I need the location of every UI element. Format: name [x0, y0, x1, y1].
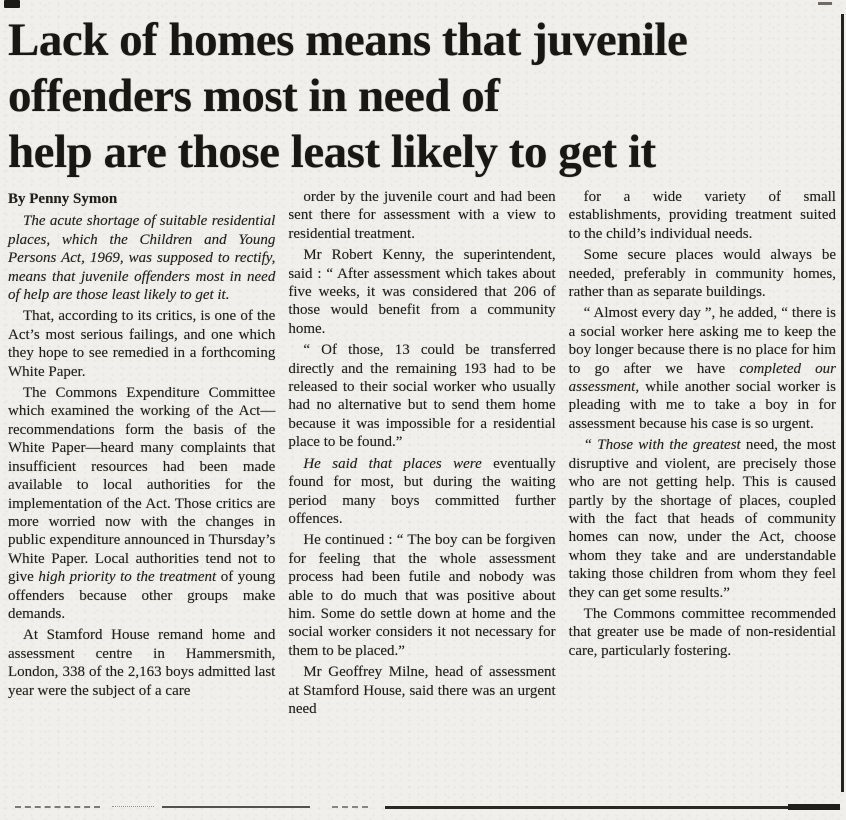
right-column-rule: [841, 14, 844, 792]
paragraph: “ Of those, 13 could be transferred directly and the remaining 193 had to be released to their social worker who usually had no alternative but to send them home because it was impossible for a residential place to be found.”: [288, 342, 556, 451]
byline: By Penny Symon: [8, 191, 118, 207]
bottom-rule-segment: [112, 806, 154, 807]
article-column-1: [8, 188, 275, 786]
paragraph: Mr Robert Kenny, the superintendent, said : “ After assessment which takes about five weeks, it was considered that 206 of those would benefit from a community home.: [288, 247, 556, 337]
headline: [8, 12, 840, 180]
headline-line-2: offenders most in need of: [8, 70, 500, 122]
bottom-rule-segment: [332, 806, 368, 808]
scan-artifact-top-left: [4, 0, 20, 8]
paragraph: “ Those with the greatest need, the most disruptive and violent, are precisely those who are not getting help. This is caused partly by the shortage of places, coupled with the fact that heads of community homes can now, under the Act, choose whom they take and are understandable taking those children from whom they feel they can get some results.”: [568, 437, 836, 601]
paragraph: He said that places were eventually found for most, but during the waiting period many boys committed further offences.: [288, 455, 556, 527]
bottom-rule-segment: [162, 806, 310, 808]
paragraph: order by the juvenile court and had been sent there for assessment with a view to residential treatment.: [288, 189, 556, 242]
article-column-2: [288, 188, 555, 786]
bottom-rule-segment: [385, 806, 840, 809]
bottom-rule-segment: [788, 804, 840, 810]
scan-artifact-top-right: [818, 2, 832, 5]
headline-line-3: help are those least likely to get it: [8, 126, 656, 178]
paragraph: The acute shortage of suitable residential places, which the Children and Young Persons Act, 1969, was supposed to rectify, means that juvenile offenders most in need of help are those least likely to get it.: [8, 213, 276, 304]
paragraph: At Stamford House remand home and assessment centre in Hammersmith, London, 338 of the 2,163 boys admitted last year were the subject of a care: [8, 627, 276, 699]
bottom-rule: [0, 803, 846, 815]
paragraph: Some secure places would always be needed, preferably in community homes, rather than as separate buildings.: [568, 247, 836, 301]
bottom-rule-segment: [15, 806, 100, 808]
article-body: [0, 188, 846, 786]
paragraph: for a wide variety of small establishments, providing treatment suited to the child’s individual needs.: [568, 189, 836, 242]
article-column-3: [569, 188, 836, 786]
paragraph: “ Almost every day ”, he added, “ there is a social worker here asking me to keep the boy longer because there is no place for him to go after we have completed our assessment, while another social worker is pleading with me to take a boy in for assessment because his case is so urgent.: [568, 305, 836, 432]
paragraph: He continued : “ The boy can be forgiven for feeling that the whole assessment process had been futile and nobody was able to do much that was positive about him. Some do settle down at home and the social worker considers it not necessary for them to be placed.”: [288, 532, 556, 659]
paragraph: Mr Geoffrey Milne, head of assessment at Stamford House, said there was an urgent need: [288, 664, 556, 717]
paragraph: The Commons committee recommended that greater use be made of non-residential care, particularly fostering.: [568, 605, 836, 659]
headline-line-1: Lack of homes means that juvenile: [8, 14, 688, 66]
paragraph: That, according to its critics, is one of the Act’s most serious failings, and one which they hope to see remedied in a forthcoming White Paper.: [8, 308, 276, 380]
paragraph: The Commons Expenditure Committee which examined the working of the Act—recommendations form the basis of the White Paper—heard many complaints that insufficient resources had been made available to local authorities for the implementation of the Act. Those critics are more worried now with the changes in public expenditure announced in Thursday’s White Paper. Local authorities tend not to give high priority to the treatment of young offenders because other groups make demands.: [8, 385, 276, 622]
